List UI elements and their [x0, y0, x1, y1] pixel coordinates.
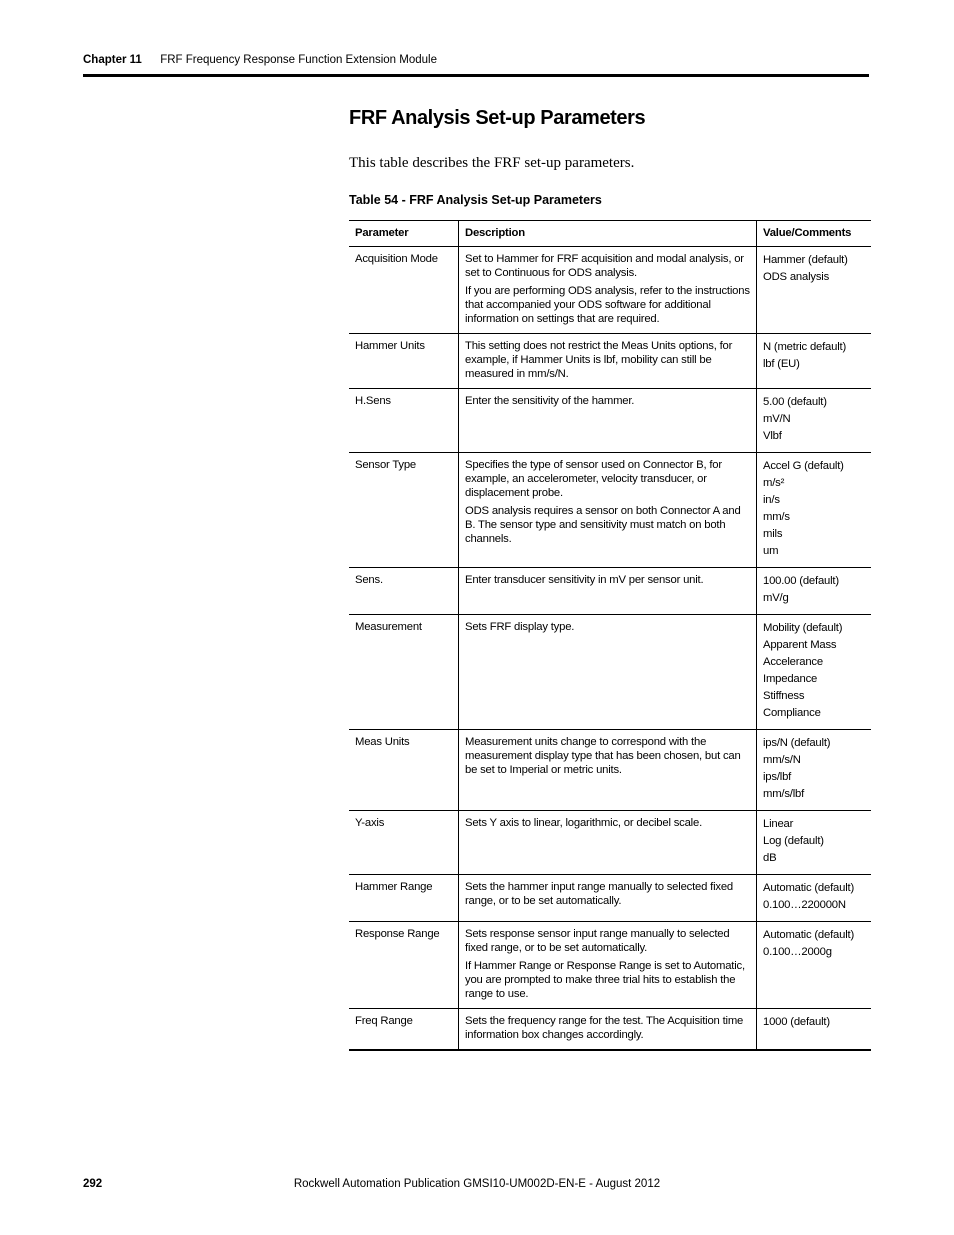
value-option: in/s [763, 494, 780, 506]
description-text: Specifies the type of sensor used on Connector B, for example, an accelerometer, velocity transducer, or displacement probe. [465, 459, 722, 499]
table-row [349, 615, 871, 730]
column-header: Parameter [355, 227, 409, 239]
description-text: If you are performing ODS analysis, refer to the instructions that accompanied your ODS software for additional information on settings that are required. [465, 285, 750, 325]
value-option: Impedance [763, 673, 818, 685]
value-option: 100.00 (default) [763, 575, 839, 587]
publication-info: Rockwell Automation Publication GMSI10-UM002D-EN-E - August 2012 [293, 1178, 661, 1190]
parameter-name: Freq Range [355, 1015, 413, 1027]
parameter-description [459, 875, 757, 922]
parameter-name: Hammer Range [355, 881, 433, 893]
table-row [349, 247, 871, 334]
description-text: Sets the frequency range for the test. The Acquisition time information box changes accordingly. [465, 1015, 744, 1041]
value-option: Accelerance [763, 656, 823, 668]
parameter-name: Measurement [355, 621, 422, 633]
parameter-description [459, 389, 757, 453]
value-option: 5.00 (default) [763, 396, 827, 408]
parameter-name: Sens. [355, 574, 383, 586]
description-text: Measurement units change to correspond with the measurement display type that has been chosen, but can be set to Imperial or metric units. [465, 736, 741, 776]
parameter-values [757, 922, 872, 1009]
value-option: Automatic (default) [763, 929, 855, 941]
column-header: Value/Comments [757, 221, 872, 247]
table-row [349, 453, 871, 568]
description-text: ODS analysis requires a sensor on both Connector A and B. The sensor type and sensitivity must match on both channels. [465, 505, 741, 545]
parameter-values [757, 730, 872, 811]
description-text: Sets the hammer input range manually to selected fixed range, or to be set automatically. [465, 881, 734, 907]
parameter-name: Y-axis [355, 817, 385, 829]
value-option: Vlbf [763, 430, 782, 442]
value-option: mils [763, 528, 783, 540]
chapter-title: FRF Frequency Response Function Extension Module [160, 54, 437, 66]
description-text: Sets Y axis to linear, logarithmic, or decibel scale. [465, 817, 703, 829]
parameter-values [757, 1009, 872, 1051]
value-option: mV/g [763, 592, 789, 604]
parameter-values [757, 811, 872, 875]
parameter-values [757, 568, 872, 615]
value-option: mV/N [763, 413, 791, 425]
description-text: Sets FRF display type. [465, 621, 575, 633]
value-option: ODS analysis [763, 271, 830, 283]
table-caption: Table 54 - FRF Analysis Set-up Parameters [349, 193, 602, 207]
parameter-description [459, 730, 757, 811]
parameters-table [349, 220, 871, 1051]
value-option: lbf (EU) [763, 358, 800, 370]
parameter-description [459, 453, 757, 568]
column-header: Description [459, 221, 757, 247]
value-option: Linear [763, 818, 794, 830]
table-row [349, 875, 871, 922]
value-option: N (metric default) [763, 341, 847, 353]
table-row [349, 730, 871, 811]
value-option: ips/lbf [763, 771, 792, 783]
running-header [83, 54, 437, 66]
value-option: Accel G (default) [763, 460, 844, 472]
value-option: 1000 (default) [763, 1016, 830, 1028]
value-option: Compliance [763, 707, 821, 719]
value-option: um [763, 545, 779, 557]
page-number: 292 [83, 1178, 103, 1190]
value-option: mm/s/N [763, 754, 801, 766]
parameter-values [757, 389, 872, 453]
parameter-description [459, 1009, 757, 1051]
intro-paragraph: This table describes the FRF set-up parameters. [349, 155, 635, 171]
value-option: 0.100…220000N [763, 899, 846, 911]
parameter-values [757, 334, 872, 389]
parameter-name: H.Sens [355, 395, 391, 407]
parameter-name: Hammer Units [355, 340, 425, 352]
parameter-description [459, 922, 757, 1009]
header-rule [83, 74, 869, 77]
table-row [349, 1009, 871, 1051]
table-row [349, 811, 871, 875]
value-option: mm/s/lbf [763, 788, 805, 800]
parameter-description [459, 334, 757, 389]
value-option: Mobility (default) [763, 622, 843, 634]
parameter-values [757, 615, 872, 730]
value-option: ips/N (default) [763, 737, 831, 749]
table-header-row [349, 221, 871, 247]
description-text: If Hammer Range or Response Range is set to Automatic, you are prompted to make three trial hits to establish the range to use. [465, 960, 745, 1000]
value-option: Automatic (default) [763, 882, 855, 894]
parameter-name: Response Range [355, 928, 440, 940]
description-text: Sets response sensor input range manually to selected fixed range, or to be set automatically. [465, 928, 730, 954]
parameter-name: Meas Units [355, 736, 410, 748]
value-option: Log (default) [763, 835, 824, 847]
table-row [349, 922, 871, 1009]
value-option: Hammer (default) [763, 254, 848, 266]
table-row [349, 389, 871, 453]
parameter-description [459, 615, 757, 730]
chapter-label: Chapter 11 [83, 54, 142, 66]
value-option: Stiffness [763, 690, 805, 702]
description-text: Enter the sensitivity of the hammer. [465, 395, 635, 407]
value-option: m/s² [763, 477, 785, 489]
parameter-name: Sensor Type [355, 459, 417, 471]
parameter-description [459, 247, 757, 334]
value-option: mm/s [763, 511, 790, 523]
description-text: Set to Hammer for FRF acquisition and modal analysis, or set to Continuous for ODS analysis. [465, 253, 744, 279]
value-option: dB [763, 852, 777, 864]
section-title: FRF Analysis Set-up Parameters [349, 107, 646, 129]
parameter-values [757, 875, 872, 922]
parameter-description [459, 811, 757, 875]
description-text: Enter transducer sensitivity in mV per sensor unit. [465, 574, 704, 586]
table-row [349, 568, 871, 615]
parameter-values [757, 247, 872, 334]
parameter-name: Acquisition Mode [355, 253, 438, 265]
table-row [349, 334, 871, 389]
value-option: Apparent Mass [763, 639, 837, 651]
value-option: 0.100…2000g [763, 946, 832, 958]
parameter-values [757, 453, 872, 568]
parameter-description [459, 568, 757, 615]
description-text: This setting does not restrict the Meas Units options, for example, if Hammer Units is lbf, mobility can still be measured in mm/s/N. [465, 340, 733, 380]
